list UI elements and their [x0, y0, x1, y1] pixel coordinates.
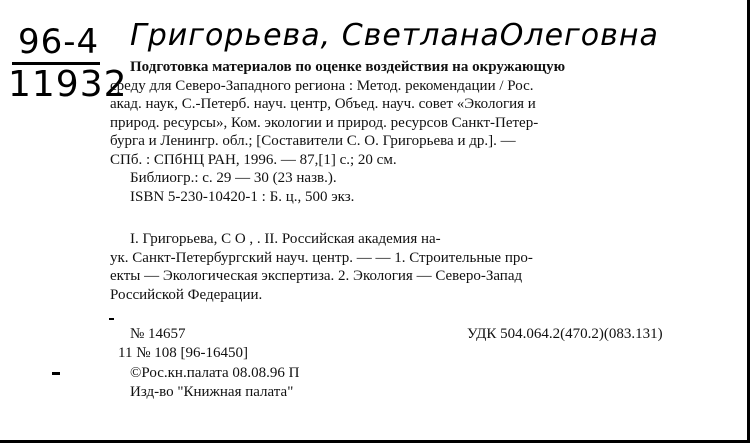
bibliographic-record [110, 58, 710, 206]
print-mark [52, 372, 60, 375]
isbn-line: ISBN 5-230-10420-1 : Б. ц., 500 экз. [130, 188, 355, 205]
tracing-line: екты — Экологическая экспертиза. 2. Экология — Северо-Запад [110, 268, 523, 284]
subject-tracings [110, 230, 533, 304]
tracing-line: ук. Санкт-Петербургский науч. центр. — — 1. Строительные про- [110, 249, 533, 266]
record-line: акад. наук, С.-Петерб. науч. центр, Объед. науч. совет «Экология и [110, 96, 536, 112]
card-series-number: 11 № 108 [96-16450] [118, 345, 248, 361]
record-line: среду для Северо-Западного региона : Метод. рекомендации / Рос. [110, 77, 534, 94]
tracing-line: I. Григорьева, С О , . II. Российская академия на- [130, 231, 441, 247]
print-mark [109, 318, 114, 320]
card-number: № 14657 [130, 326, 186, 342]
shelf-mark-bottom: 11932 [8, 64, 128, 105]
udk-code: УДК 504.064.2(470.2)(083.131) [467, 326, 663, 342]
record-title-line: Подготовка материалов по оценке воздействия на окружающую [130, 59, 566, 75]
handwritten-author-name: Григорьева, СветланаОлеговна [130, 18, 659, 53]
record-line: СПб. : СПбНЦ РАН, 1996. — 87,[1] с.; 20 см. [110, 151, 397, 168]
shelf-mark-top: 96-4 [18, 22, 100, 62]
record-line: природ. ресурсы», Ком. экологии и природ. ресурсов Санкт-Петер- [110, 114, 539, 131]
publisher-line: Изд-во "Книжная палата" [130, 384, 294, 400]
copyright-line: ©Рос.кн.палата 08.08.96 П [130, 365, 300, 381]
record-line: бурга и Ленингр. обл.; [Составители С. О. Григорьева и др.]. — [110, 133, 516, 149]
bibliography-note: Библиогр.: с. 29 — 30 (23 назв.). [130, 170, 337, 186]
tracing-line: Российской Федерации. [110, 286, 263, 303]
